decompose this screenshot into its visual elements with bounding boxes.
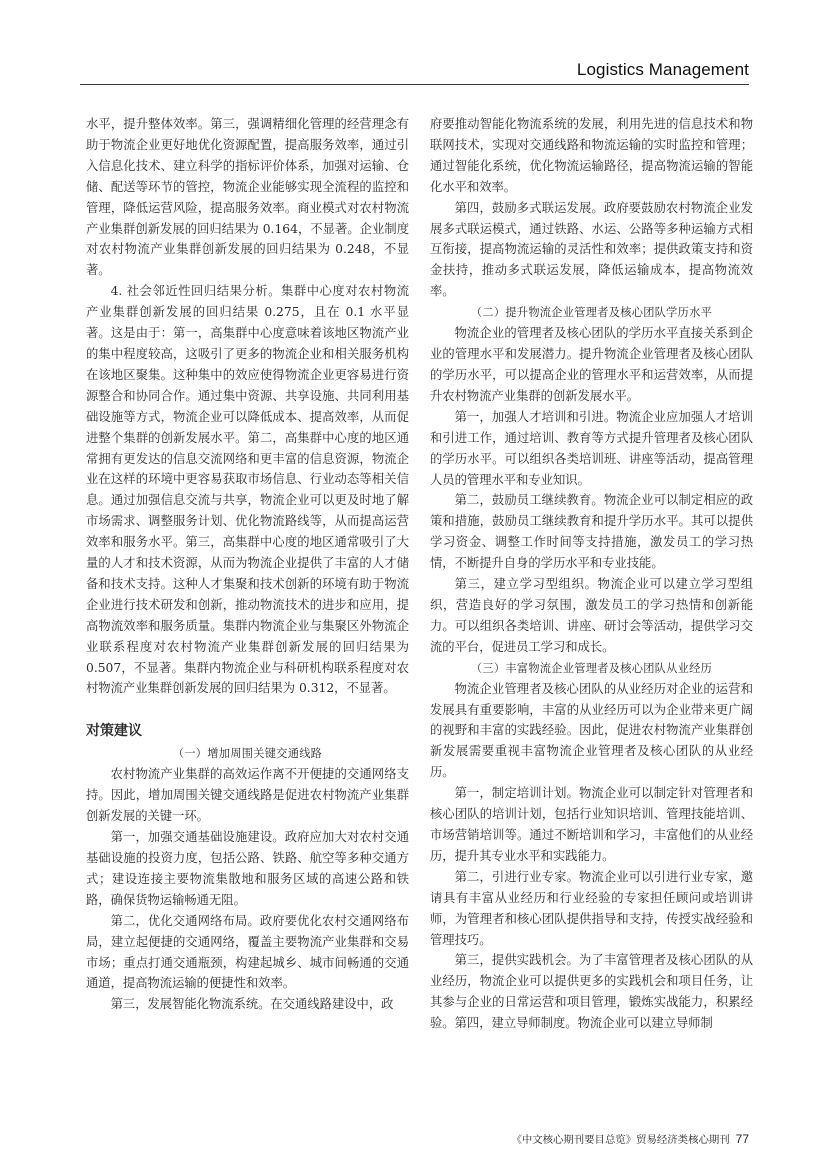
page-number: 77 bbox=[735, 1132, 749, 1146]
left-column bbox=[86, 114, 409, 1015]
subsection-heading: （一）增加周围关键交通线路 bbox=[172, 747, 323, 761]
body-paragraph: 第四，鼓励多式联运发展。政府要鼓励农村物流企业发展多式联运模式，通过铁路、水运、公路等多种运输方式相互衔接，提高物流运输的灵活性和效率；提供政策支持和资金扶持，推动多式联运发展，降低运输成本，提高物流效率。 bbox=[430, 200, 753, 299]
subsection-heading: （三）丰富物流企业管理者及核心团队从业经历 bbox=[470, 661, 713, 675]
body-paragraph: 第二，鼓励员工继续教育。物流企业可以制定相应的政策和措施，鼓励员工继续教育和提升学历水平。其可以提供学习资金、调整工作时间等支持措施，激发员工的学习热情，不断提升自身的学历水平和专业技能。 bbox=[430, 493, 753, 571]
body-paragraph: 4. 社会邻近性回归结果分析。集群中心度对农村物流产业集群创新发展的回归结果 0.275，且在 0.1 水平显著。这是由于：第一，高集群中心度意味着该地区物流产业的集中程度较高，这吸引了更多的物流企业和相关服务机构在该地区聚集。这种集中的效应使得物流企业更容易进行资源整合和协同合作。通过集中资源、共享设施、共同利用基础设施等方式，物流企业可以降低成本、提高效率，从而促进整个集群的创新发展水平。第二，高集群中心度的地区通常拥有更发达的信息交流网络和更丰富的信息资源，物流企业在这样的环境中更容易获取市场信息、行业动态等相关信息。通过加强信息交流与共享，物流企业可以更及时地了解市场需求、调整服务计划、优化物流路线等，从而提高运营效率和服务水平。第三，高集群中心度的地区通常吸引了大量的人才和技术资源，从而为物流企业提供了丰富的人才储备和技术支持。这种人才集聚和技术创新的环境有助于物流企业进行技术研发和创新，推动物流技术的进步和应用，提高物流效率和服务质量。集群内物流企业与集聚区外物流企业联系程度对农村物流产业集群创新发展的回归结果为 0.507，不显著。集群内物流企业与科研机构联系程度对农村物流产业集群创新发展的回归结果为 0.312，不显著。 bbox=[86, 284, 409, 696]
body-paragraph: 第三，提供实践机会。为了丰富管理者及核心团队的从业经历，物流企业可以提供更多的实践机会和项目任务，让其参与企业的日常运营和项目管理，锻炼实战能力，积累经验。第四，建立导师制度。物流企业可以建立导师制 bbox=[430, 953, 753, 1031]
journal-title: Logistics Management bbox=[576, 60, 749, 79]
body-paragraph: 第二，优化交通网络布局。政府要优化农村交通网络布局，建立起便捷的交通网络，覆盖主要物流产业集群和交易市场；重点打通交通瓶颈，构建起城乡、城市间畅通的交通通道，提高物流运输的便捷性和效率。 bbox=[86, 913, 409, 991]
footer-source: 《中文核心期刊要目总览》贸易经济类核心期刊 bbox=[511, 1134, 730, 1146]
body-paragraph: 物流企业的管理者及核心团队的学历水平直接关系到企业的管理水平和发展潜力。提升物流企业管理者及核心团队的学历水平，可以提高企业的管理水平和运营效率，从而提升农村物流产业集群的创新发展水平。 bbox=[430, 326, 753, 403]
body-paragraph: 农村物流产业集群的高效运作离不开便捷的交通网络支持。因此，增加周围关键交通线路是促进农村物流产业集群创新发展的关键一环。 bbox=[86, 767, 409, 824]
body-paragraph: 水平，提升整体效率。第三，强调精细化管理的经营理念有助于物流企业更好地优化资源配置，提高服务效率，通过引入信息化技术、建立科学的指标评价体系，加强对运输、仓储、配送等环节的管控，物流企业能够实现全流程的监控和管理，降低运营风险，提高服务效率。商业模式对农村物流产业集群创新发展的回归结果为 0.164，不显著。企业制度对农村物流产业集群创新发展的回归结果为 0.248，不显著。 bbox=[86, 117, 409, 278]
header-divider bbox=[80, 84, 749, 85]
body-paragraph: 第一，加强交通基础设施建设。政府应加大对农村交通基础设施的投资力度，包括公路、铁路、航空等多种交通方式；建设连接主要物流集散地和服务区域的高速公路和铁路，确保货物运输畅通无阻。 bbox=[86, 830, 409, 907]
right-column bbox=[430, 114, 753, 1034]
body-paragraph: 第一，加强人才培训和引进。物流企业应加强人才培训和引进工作，通过培训、教育等方式提升管理者及核心团队的学历水平。可以组织各类培训班、讲座等活动，提高管理人员的管理水平和专业知识。 bbox=[430, 409, 753, 487]
body-paragraph: 第三，建立学习型组织。物流企业可以建立学习型组织，营造良好的学习氛围，激发员工的学习热情和创新能力。可以组织各类培训、讲座、研讨会等活动，提供学习交流的平台，促进员工学习和成长。 bbox=[430, 577, 753, 654]
body-paragraph: 第一，制定培训计划。物流企业可以制定针对管理者和核心团队的培训计划，包括行业知识培训、管理技能培训、市场营销培训等。通过不断培训和学习，丰富他们的从业经历，提升其专业水平和实践能力。 bbox=[430, 786, 753, 863]
body-paragraph: 府要推动智能化物流系统的发展，利用先进的信息技术和物联网技术，实现对交通线路和物流运输的实时监控和管理；通过智能化系统，优化物流运输路径，提高物流运输的智能化水平和效率。 bbox=[430, 117, 753, 194]
section-heading: 对策建议 bbox=[86, 723, 142, 740]
body-paragraph: 物流企业管理者及核心团队的从业经历对企业的运营和发展具有重要影响，丰富的从业经历可以为企业带来更广阔的视野和丰富的实践经验。因此，促进农村物流产业集群创新发展需要重视丰富物流企业管理者及核心团队的从业经历。 bbox=[430, 681, 753, 780]
subsection-heading: （二）提升物流企业管理者及核心团队学历水平 bbox=[470, 306, 713, 320]
page-footer bbox=[511, 1131, 749, 1146]
body-paragraph: 第二，引进行业专家。物流企业可以引进行业专家，邀请具有丰富从业经历和行业经验的专家担任顾问或培训讲师，为管理者和核心团队提供指导和支持，传授实战经验和管理技巧。 bbox=[430, 869, 753, 947]
body-paragraph: 第三，发展智能化物流系统。在交通线路建设中，政 bbox=[110, 997, 394, 1012]
